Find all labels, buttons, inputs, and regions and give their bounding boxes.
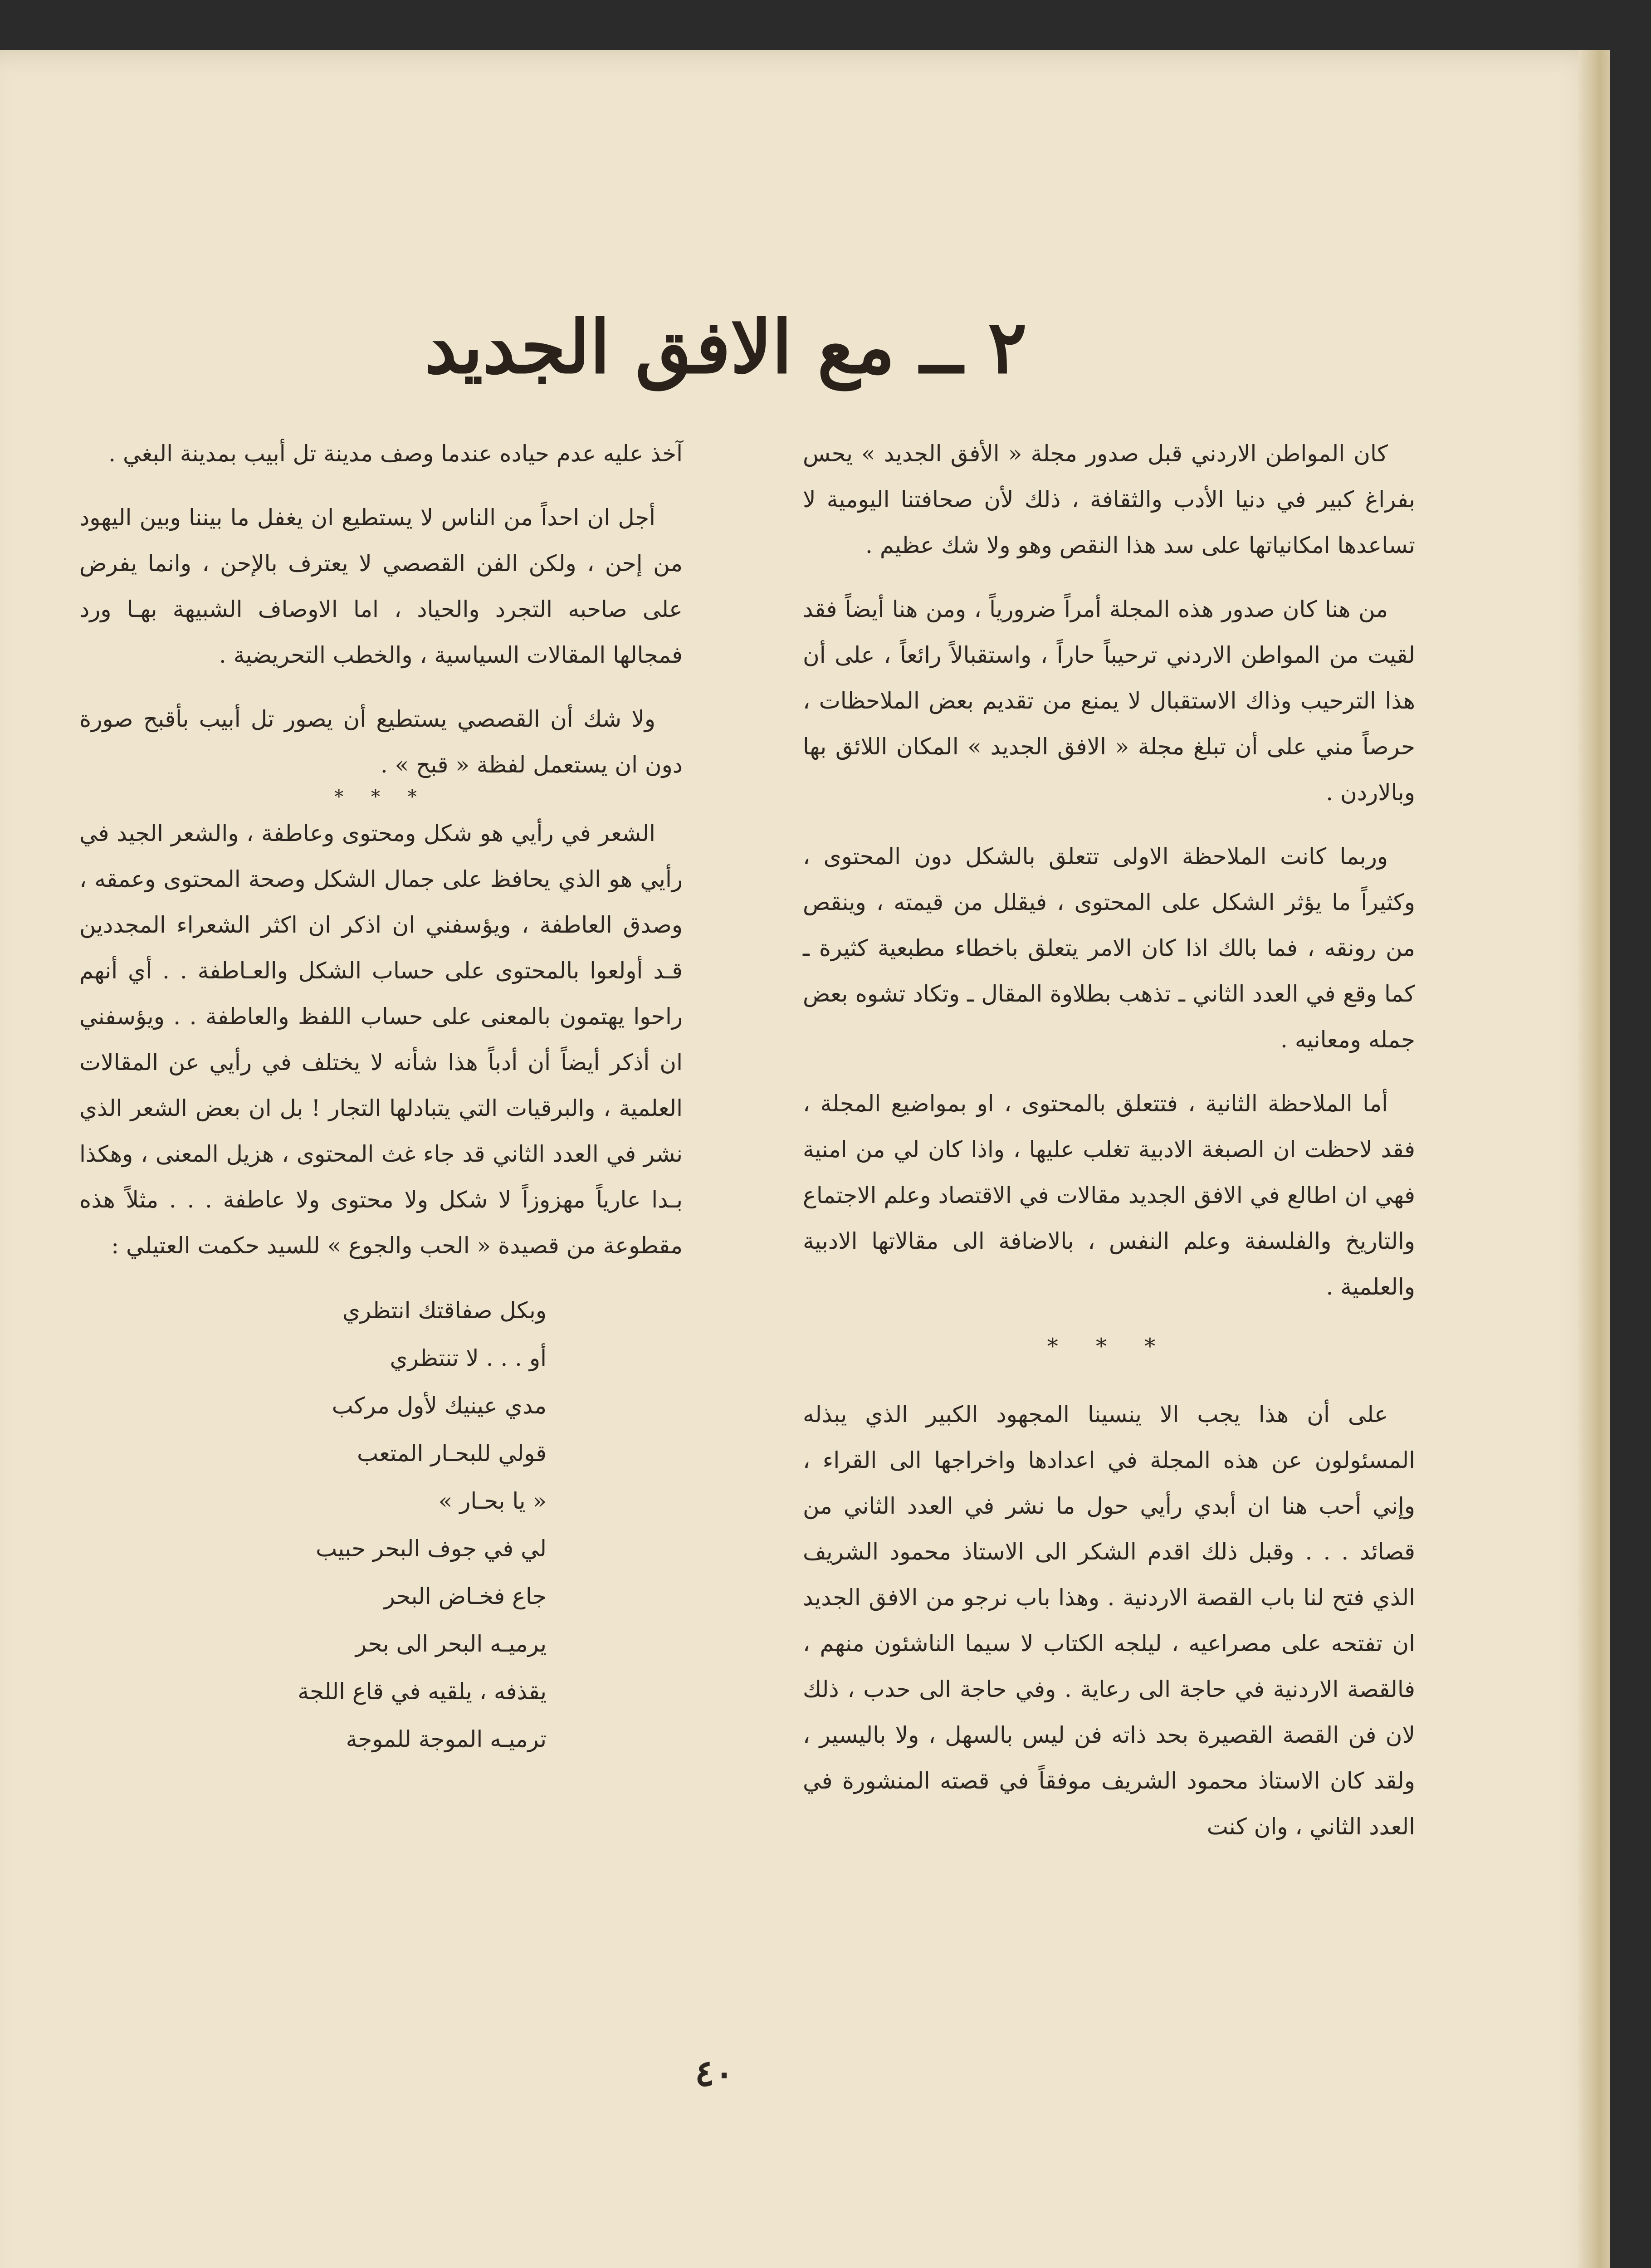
- paragraph: أجل ان احداً من الناس لا يستطيع ان يغفل ما بيننا وبين اليهود من إحن ، ولكن الفن القصصي لا يعترف بالإحن ، وانما يفرض على صاحبه التجرد والحياد ، اما الاوصاف الشبيهة بهـا ورد فمجالها المقالات السياسية ، والخطب التحريضية .: [79, 504, 683, 668]
- poem-line: أو . . . لا تنتظري: [390, 1345, 547, 1371]
- poem-line: يرميـه البحر الى بحر: [355, 1631, 547, 1657]
- paragraph: آخذ عليه عدم حياده عندما وصف مدينة تل أبيب بمدينة البغي .: [108, 440, 683, 467]
- right-column: [803, 431, 1415, 1868]
- poem-excerpt: [202, 1287, 547, 1763]
- section-separator: * * *: [1047, 1334, 1171, 1359]
- poem-line: جاع فخـاض البحر: [384, 1583, 547, 1609]
- poem-line: وبكل صفاقتك انتظري: [342, 1297, 547, 1324]
- paragraph: أما الملاحظة الثانية ، فتتعلق بالمحتوى ، او بمواضيع المجلة ، فقد لاحظت ان الصبغة الادبية تغلب عليها ، واذا كان لي من امنية فهي ان اطالع في الافق الجديد مقالات في الاقتصاد وعلم الاجتماع والتاريخ والفلسفة وعلم النفس ، بالاضافة الى مقالاتها الادبية والعلمية .: [803, 1090, 1415, 1300]
- paragraph: وربما كانت الملاحظة الاولى تتعلق بالشكل دون المحتوى ، وكثيراً ما يؤثر الشكل على المحتوى ، فيقلل من قيمته ، وينقص من رونقه ، فما بالك اذا كان الامر يتعلق باخطاء مطبعية كثيرة ـ كما وقع في العدد الثاني ـ تذهب بطلاوة المقال ـ وتكاد تشوه بعض جمله ومعانيه .: [803, 843, 1415, 1053]
- paragraph: على أن هذا يجب الا ينسينا المجهود الكبير الذي يبذله المسئولون عن هذه المجلة في اعدادها واخراجها الى القراء ، وإني أحب هنا ان أبدي رأيي حول ما نشر في العدد الثاني من قصائد . . . وقبل ذلك اقدم الشكر الى الاستاذ محمود الشريف الذي فتح لنا باب القصة الاردنية . وهذا باب نرجو من الافق الجديد ان تفتحه على مصراعيه ، ليلجه الكتاب لا سيما الناشئون منهم ، فالقصة الاردنية في حاجة الى رعاية . وفي حاجة الى حدب ، ذلك لان فن القصة القصيرة بحد ذاته فن ليس بالسهل ، ولا باليسير ، ولقد كان الاستاذ محمود الشريف موفقاً في قصته المنشورة في العدد الثاني ، وان كنت: [803, 1401, 1415, 1840]
- paragraph: الشعر في رأيي هو شكل ومحتوى وعاطفة ، والشعر الجيد في رأيي هو الذي يحافظ على جمال الشكل وصحة المحتوى وعمقه ، وصدق العاطفة ، ويؤسفني ان اذكر ان اكثر الشعراء المجددين قـد أولعوا بالمحتوى على حساب الشكل والعـاطفة . . أي أنهم راحوا يهتمون بالمعنى على حساب اللفظ والعاطفة . . ويؤسفني ان أذكر أيضاً أن أدباً هذا شأنه لا يختلف في رأيي عن المقالات العلمية ، والبرقيات التي يتبادلها التجار ! بل ان بعض الشعر الذي نشر في العدد الثاني قد جاء غث المحتوى ، هزيل المعنى ، وهكذا بـدا عارياً مهزوزاً لا شكل ولا محتوى ولا عاطفة . . . مثلاً هذه مقطوعة من قصيدة « الحب والجوع » للسيد حكمت العتيلي :: [79, 820, 683, 1259]
- paragraph: كان المواطن الاردني قبل صدور مجلة « الأفق الجديد » يحس بفراغ كبير في دنيا الأدب والثقافة ، ذلك لأن صحافتنا اليومية لا تساعدها امكانياتها على سد هذا النقص وهو ولا شك عظيم .: [803, 440, 1415, 558]
- poem-line: مدي عينيك لأول مركب: [332, 1393, 547, 1419]
- left-column: [79, 431, 683, 1763]
- poem-line: قولي للبحـار المتعب: [357, 1440, 547, 1466]
- paragraph: ولا شك أن القصصي يستطيع أن يصور تل أبيب بأقبح صورة دون ان يستعمل لفظة « قبح » .: [79, 706, 683, 778]
- section-separator: * * *: [334, 787, 428, 807]
- poem-line: يقذفه ، يلقيه في قاع اللجة: [298, 1678, 547, 1705]
- paragraph: من هنا كان صدور هذه المجلة أمراً ضرورياً ، ومن هنا أيضاً فقد لقيت من المواطن الاردني ترحيباً حاراً ، واستقبالاً رائعاً ، على أن هذا الترحيب وذاك الاستقبال لا يمنع من تقديم بعض الملاحظات ، حرصاً مني على أن تبلغ مجلة « الافق الجديد » المكان اللائق بها وبالاردن .: [803, 596, 1415, 806]
- page-number: ٤٠: [695, 2052, 734, 2094]
- poem-line: لي في جوف البحر حبيب: [316, 1535, 547, 1562]
- page-edge: [1578, 50, 1610, 2268]
- poem-line: « يا بحـار »: [438, 1488, 547, 1514]
- article-title: ٢ ــ مع الافق الجديد: [425, 304, 1027, 390]
- poem-line: ترميـه الموجة للموجة: [346, 1726, 547, 1752]
